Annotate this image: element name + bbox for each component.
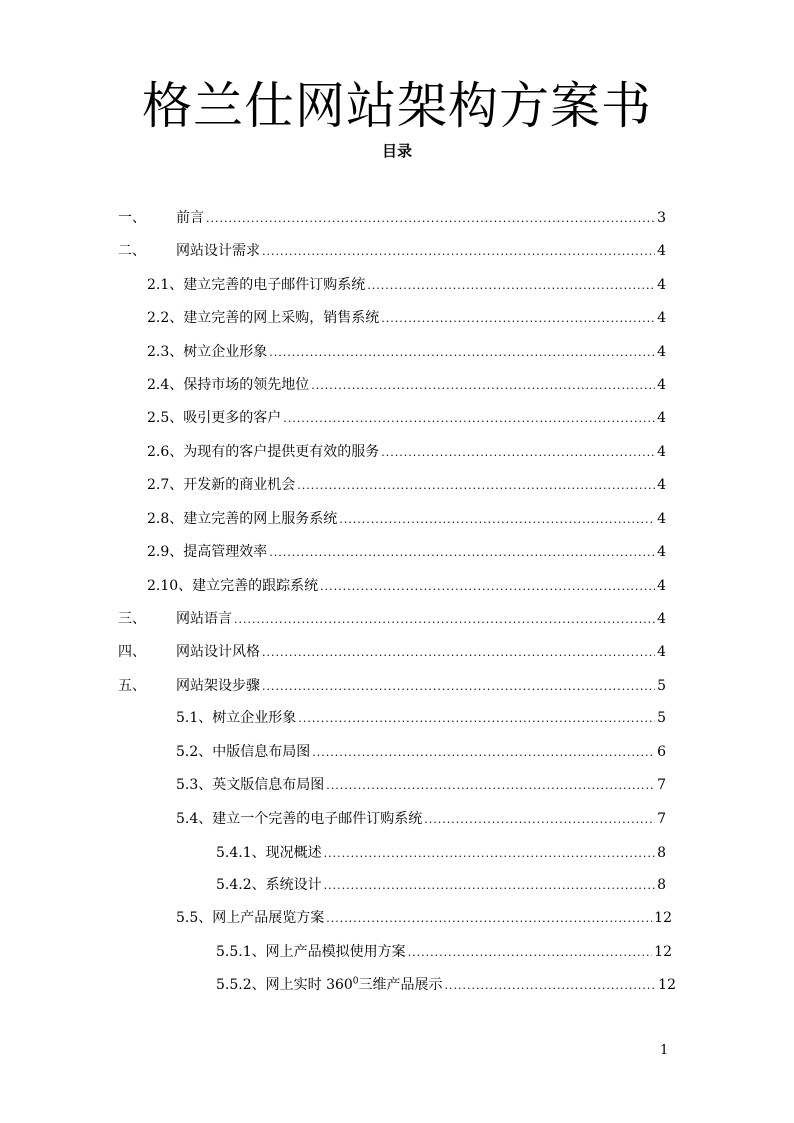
toc-entry-title-part: 三维产品展示 [358,977,443,993]
toc-entry-title: 2.1、建立完善的电子邮件订购系统 [147,277,366,293]
toc-entry[interactable] [176,907,672,929]
toc-entry-page: 7 [657,777,666,793]
toc-entry-page: 8 [657,877,666,893]
dot-leader [311,374,655,396]
toc-entry[interactable] [147,441,666,463]
dot-leader [262,675,655,697]
dot-leader [320,575,655,597]
toc-entry[interactable] [147,575,666,597]
toc-entry-title [216,974,443,996]
toc-entry-title: 2.9、提高管理效率 [147,544,268,560]
dot-leader [326,907,652,929]
toc-entry[interactable] [176,741,666,763]
toc-entry[interactable] [147,374,666,396]
toc-entry-title: 2.4、保持市场的领先地位 [147,377,310,393]
toc-entry-title: 前言 [176,210,204,226]
toc-entry-page: 8 [657,845,666,861]
toc-entry-page: 5 [657,678,666,694]
toc-entry-title: 5.5.1、网上产品模拟使用方案 [216,944,406,960]
toc-entry[interactable] [216,874,666,896]
toc-entry-title: 5.3、英文版信息布局图 [176,777,325,793]
toc-entry-title: 2.5、吸引更多的客户 [147,410,282,426]
toc-entry[interactable] [147,474,666,496]
dot-leader [324,874,655,896]
toc-entry-page: 12 [654,944,672,960]
toc-entry-title: 2.10、建立完善的跟踪系统 [147,578,319,594]
dot-leader [297,474,655,496]
toc-entry-page: 4 [657,578,666,594]
dot-leader [262,641,655,663]
toc-entry-page: 4 [657,310,666,326]
superscript-degree: 0 [352,976,359,987]
toc-entry-page: 7 [657,811,666,827]
toc-entry-title: 5.5、网上产品展览方案 [176,910,325,926]
toc-entry-title-part: 5.5.2、网上实时 360 [216,977,353,993]
toc-entry[interactable] [176,808,666,830]
toc-entry[interactable] [147,541,666,563]
toc-entry[interactable] [118,608,666,630]
toc-entry-page: 12 [658,977,676,993]
toc-entry[interactable] [216,941,672,963]
toc-entry-page: 4 [657,511,666,527]
dot-leader [262,240,655,262]
dot-leader [269,541,655,563]
toc-entry-page: 12 [654,910,672,926]
toc-entry-number: 二、 [118,243,146,259]
dot-leader [326,774,655,796]
document-title: 格兰仕网站架构方案书 [142,77,652,135]
toc-entry-title: 2.8、建立完善的网上服务系统 [147,511,338,527]
toc-entry-title: 网站设计风格 [176,644,260,660]
dot-leader [206,207,655,229]
toc-entry[interactable] [118,675,666,697]
toc-entry-title: 5.4、建立一个完善的电子邮件订购系统 [176,811,423,827]
dot-leader [367,274,655,296]
toc-entry-number: 五、 [118,678,146,694]
toc-entry-title: 5.4.1、现况概述 [216,845,322,861]
toc-entry[interactable] [118,641,666,663]
toc-entry-page: 4 [657,377,666,393]
toc-entry-title: 5.1、树立企业形象 [176,710,297,726]
toc-entry-page: 4 [657,410,666,426]
toc-entry-page: 5 [657,710,666,726]
toc-entry-page: 4 [657,277,666,293]
toc-heading: 目录 [381,142,412,160]
toc-entry-title: 网站设计需求 [176,243,260,259]
dot-leader [234,608,655,630]
page-number: 1 [660,1043,669,1058]
dot-leader [381,307,655,329]
toc-entry-title: 网站架设步骤 [176,678,260,694]
toc-entry[interactable] [176,707,666,729]
dot-leader [283,407,655,429]
toc-entry[interactable] [147,407,666,429]
toc-entry-page: 4 [657,477,666,493]
toc-entry[interactable] [147,274,666,296]
toc-entry[interactable] [216,842,666,864]
dot-leader [408,941,653,963]
toc-entry-title: 网站语言 [176,611,232,627]
dot-leader [298,707,655,729]
dot-leader [269,341,655,363]
dot-leader [424,808,655,830]
dot-leader [324,842,655,864]
toc-entry-number: 三、 [118,611,146,627]
dot-leader [312,741,655,763]
toc-entry[interactable] [118,240,666,262]
toc-entry[interactable] [147,341,666,363]
toc-entry-page: 6 [657,744,666,760]
toc-entry-page: 3 [657,210,666,226]
toc-entry-title: 2.6、为现有的客户提供更有效的服务 [147,444,380,460]
toc-entry-number: 一、 [118,210,146,226]
toc-entry[interactable] [147,307,666,329]
toc-entry-title: 5.2、中版信息布局图 [176,744,311,760]
toc-entry-title: 5.4.2、系统设计 [216,877,322,893]
toc-entry-title: 2.7、开发新的商业机会 [147,477,296,493]
toc-entry-page: 4 [657,544,666,560]
toc-entry-number: 四、 [118,644,146,660]
toc-entry-page: 4 [657,644,666,660]
toc-entry[interactable] [216,974,676,996]
dot-leader [445,974,657,996]
toc-entry[interactable] [118,207,666,229]
dot-leader [339,508,655,530]
toc-entry[interactable] [147,508,666,530]
toc-entry-title: 2.2、建立完善的网上采购，销售系统 [147,310,380,326]
toc-entry-page: 4 [657,344,666,360]
toc-entry-title: 2.3、树立企业形象 [147,344,268,360]
toc-entry-page: 4 [657,243,666,259]
toc-entry-page: 4 [657,444,666,460]
dot-leader [381,441,655,463]
toc-entry-page: 4 [657,611,666,627]
toc-entry[interactable] [176,774,666,796]
